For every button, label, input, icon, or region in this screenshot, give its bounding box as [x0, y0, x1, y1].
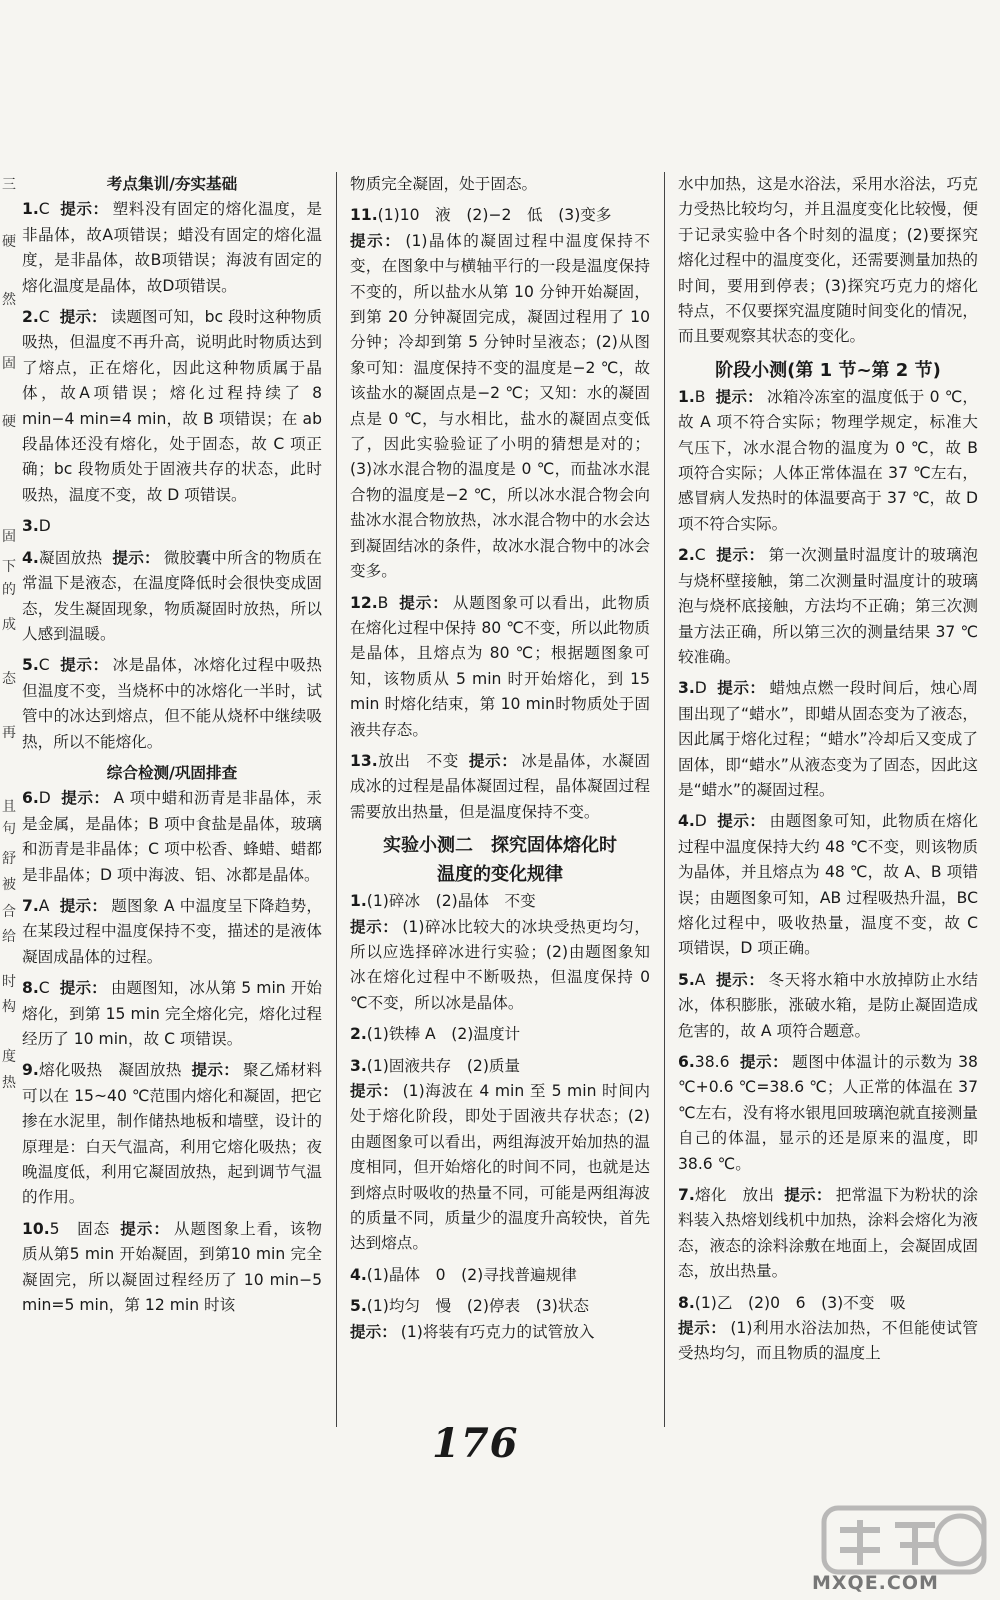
answer-item: 10.5 固态 提示： 从题图象上看，该物质从第5 min 开始凝固，到第10 min 完全凝固完，所以凝固过程经历了 10 min−5 min=5 min，第 12 min 时该: [22, 1219, 322, 1315]
answer-item: 7.A 提示： 题图象 A 中温度呈下降趋势，在某段过程中温度保持不变，描述的是液体凝固成晶体的过程。: [22, 896, 322, 966]
watermark-url: MXQE.COM: [812, 1572, 939, 1594]
margin-fragment: 度: [2, 1049, 16, 1065]
answer-item: 3.D 提示： 蜡烛点燃一段时间后，烛心周围出现了“蜡水”，即蜡从固态变为了液态，因此属于熔化过程；“蜡水”冷却后又变成了固体，即“蜡水”从液态变为了固态，因此这是“蜡水”的凝固过程。: [678, 679, 978, 799]
answer-item: 5.C 提示： 冰是晶体，冰熔化过程中吸热但温度不变，当烧杯中的冰熔化一半时，试管中的冰达到熔点，但不能从烧杯中继续吸热，所以不能熔化。: [22, 656, 322, 751]
margin-fragment: 固: [2, 529, 16, 545]
margin-fragment: 且: [2, 799, 16, 815]
answer-item: 2.(1)铁棒 A (2)温度计: [350, 1025, 521, 1044]
column-divider: [664, 172, 665, 1427]
section-heading: 考点集训/夯实基础: [106, 175, 238, 193]
margin-fragment: 给: [2, 929, 16, 945]
margin-fragment: 热: [2, 1075, 16, 1091]
section-heading: 实验小测二 探究固体熔化时: [383, 835, 617, 857]
answer-item: 2.C 提示： 读题图可知，bc 段时这种物质吸热，但温度不再升高，说明此时物质达到了熔点，正在熔化，因此这种物质属于晶体，故A项错误；熔化过程持续了 8 min−4 min=4 min，故 B 项错误；在 ab 段晶体还没有熔化，处于固态，故 C 项正确；bc 段物质处于固液共存的状态，此时吸热，温度不变，故 D 项错误。: [22, 308, 322, 504]
section-heading: 阶段小测(第 1 节~第 2 节): [715, 359, 941, 381]
margin-fragment: 然: [2, 292, 16, 308]
answer-item: 3.(1)固液共存 (2)质量 提示： (1)海波在 4 min 至 5 min 时间内处于熔化阶段，即处于固液共存状态；(2)由题图象可以看出，两组海波开始加热的温度相同，但开始熔化的时间不同，也就是达到熔点时吸收的热量不同，可能是两组海波的质量不同，质量少的温度升高较快，首先达到熔点。: [350, 1056, 650, 1253]
margin-fragment: 合: [2, 904, 16, 920]
margin-fragment: 时: [2, 974, 16, 990]
page-number: 176: [432, 1420, 519, 1467]
answer-item: 8.C 提示： 由题图知，冰从第 5 min 开始熔化，到第 15 min 完全熔化完，熔化过程经历了 10 min，故 C 项错误。: [22, 979, 322, 1048]
answer-item: 8.(1)乙 (2)0 6 (3)不变 吸 提示： (1)利用水浴法加热，不但能使试管受热均匀，而且物质的温度上: [678, 1293, 978, 1363]
answer-item: 6.D 提示： A 项中蜡和沥青是非晶体，汞是金属，是晶体；B 项中食盐是晶体，玻璃和沥青是非晶体；C 项中松香、蜂蜡、蜡都是非晶体；D 项中海波、铝、冰都是晶体。: [22, 789, 322, 884]
answer-item: 5.(1)均匀 慢 (2)停表 (3)状态 提示： (1)将装有巧克力的试管放入: [350, 1297, 595, 1341]
section-heading: 综合检测/巩固排查: [106, 763, 238, 782]
section-heading: 温度的变化规律: [437, 864, 563, 886]
margin-fragment: 下: [2, 559, 16, 575]
margin-fragment: 句: [2, 821, 16, 837]
answer-item: 4.(1)晶体 0 (2)寻找普遍规律: [350, 1265, 577, 1284]
answer-item: 5.A 提示： 冬天将水箱中水放掉防止水结冰，体积膨胀，涨破水箱，是防止凝固造成危害的，故 A 项符合题意。: [678, 970, 978, 1040]
answer-item: 12.B 提示： 从题图象可以看出，此物质在熔化过程中保持 80 ℃不变，所以此物质是晶体，且熔点为 80 ℃；根据题图象可知，该物质从 5 min 时开始熔化，到 15 min 时熔化结束，第 10 min时物质处于固液共存态。: [350, 593, 650, 739]
margin-fragment: 的: [2, 582, 16, 598]
answer-item: 2.C 提示： 第一次测量时温度计的玻璃泡与烧杯壁接触，第二次测量时温度计的玻璃泡与烧杯底接触，方法均不正确；第三次测量方法正确，所以第三次的测量结果 37 ℃较准确。: [678, 546, 978, 666]
margin-fragment: 构: [2, 999, 16, 1015]
answer-item: 6.38.6 提示： 题图中体温计的示数为 38 ℃+0.6 ℃=38.6 ℃；人正常的体温在 37 ℃左右，没有将水银甩回玻璃泡就直接测量自己的体温，显示的还是原来的温度，即 38.6 ℃。: [678, 1053, 978, 1173]
continued-text: 水中加热，这是水浴法，采用水浴法，巧克力受热比较均匀，并且温度变化比较慢，便于记录实验中各个时刻的温度；(2)要探究熔化过程中的温度变化，还需要测量加热的时间，要用到停表；(3)探究巧克力的熔化特点，不仅要探究温度随时间变化的情况，而且要观察其状态的变化。: [678, 175, 978, 346]
column-divider: [336, 172, 337, 1427]
column-2: [350, 172, 650, 1351]
margin-fragment: 成: [2, 617, 16, 633]
column-1: [22, 172, 322, 1324]
answer-item: 1.B 提示： 冰箱冷冻室的温度低于 0 ℃，故 A 项不符合实际；物理学规定，标准大气压下，冰水混合物的温度为 0 ℃，故 B 项符合实际；人体正常体温在 37 ℃左右，感冒病人发热时的体温要高于 37 ℃，故 D 项不符合实际。: [678, 387, 978, 533]
margin-fragment: 态: [2, 671, 16, 687]
margin-fragment: 被: [2, 877, 16, 893]
margin-fragment: 三: [2, 177, 16, 193]
answer-item: 3.D: [22, 517, 51, 536]
answer-item: 4.D 提示： 由题图象可知，此物质在熔化过程中温度保持大约 48 ℃不变，则该物质为晶体，并且熔点为 48 ℃，故 A、B 项错误；由题图象可知，AB 过程吸热升温，BC 熔化过程中，吸收热量，温度不变，故 C 项错误，D 项正确。: [678, 812, 978, 958]
margin-fragment: 固: [2, 356, 16, 372]
margin-fragment: 硬: [2, 414, 16, 430]
answer-item: 13.放出 不变 提示： 冰是晶体，水凝固成冰的过程是晶体凝固过程，晶体凝固过程需要放出热量，但是温度保持不变。: [350, 751, 650, 821]
answer-item: 4.凝固放热 提示： 微胶囊中所含的物质在常温下是液态，在温度降低时会很快变成固态，发生凝固现象，物质凝固时放热，所以人感到温暖。: [22, 548, 322, 643]
answer-item: 11.(1)10 液 (2)−2 低 (3)变多 提示： (1)晶体的凝固过程中温度保持不变，在图象中与横轴平行的一段是温度保持不变的，所以盐水从第 10 分钟开始凝固，到第 20 分钟凝固完成，凝固过程用了 10 分钟；冷却到第 5 分钟时呈液态；(2)从图象可知：温度保持不变的温度是−2 ℃，故该盐水的凝固点是−2 ℃；又知：水的凝固点是 0 ℃，与水相比，盐水的凝固点变低了，因此实验验证了小明的猜想是对的；(3)冰水混合物的温度是 0 ℃，而盐冰水混合物的温度是−2 ℃，所以冰水混合物会向盐冰水混合物放热，冰水混合物中的水会达到凝固结冰的条件，故冰水混合物中的冰会变多。: [350, 206, 650, 581]
margin-fragment: 硬: [2, 234, 16, 250]
answer-item: 9.熔化吸热 凝固放热 提示： 聚乙烯材料可以在 15~40 ℃范围内熔化和凝固，把它掺在水泥里，制作储热地板和墙壁，设计的原理是：白天气温高，利用它熔化吸热；夜晚温度低，利用它凝固放热，起到调节气温的作用。: [22, 1061, 322, 1207]
answer-item: 1.(1)碎冰 (2)晶体 不变 提示： (1)碎冰比较大的冰块受热更均匀，所以应选择碎冰进行实验；(2)由题图象知冰在熔化过程中不断吸热，但温度保持 0 ℃不变，所以冰是晶体。: [350, 892, 650, 1012]
column-3: [678, 172, 978, 1373]
margin-fragment: 舒: [2, 851, 16, 867]
answer-item: 7.熔化 放出 提示： 把常温下为粉状的涂料装入热熔划线机中加热，涂料会熔化为液态，液态的涂料涂敷在地面上，会凝固成固态，放出热量。: [678, 1186, 978, 1281]
continued-text: 物质完全凝固，处于固态。: [350, 175, 538, 193]
answer-item: 1.C 提示： 塑料没有固定的熔化温度，是非晶体，故A项错误；蜡没有固定的熔化温度，是非晶体，故B项错误；海波有固定的熔化温度是晶体，故D项错误。: [22, 200, 322, 295]
margin-fragment: 再: [2, 725, 16, 741]
